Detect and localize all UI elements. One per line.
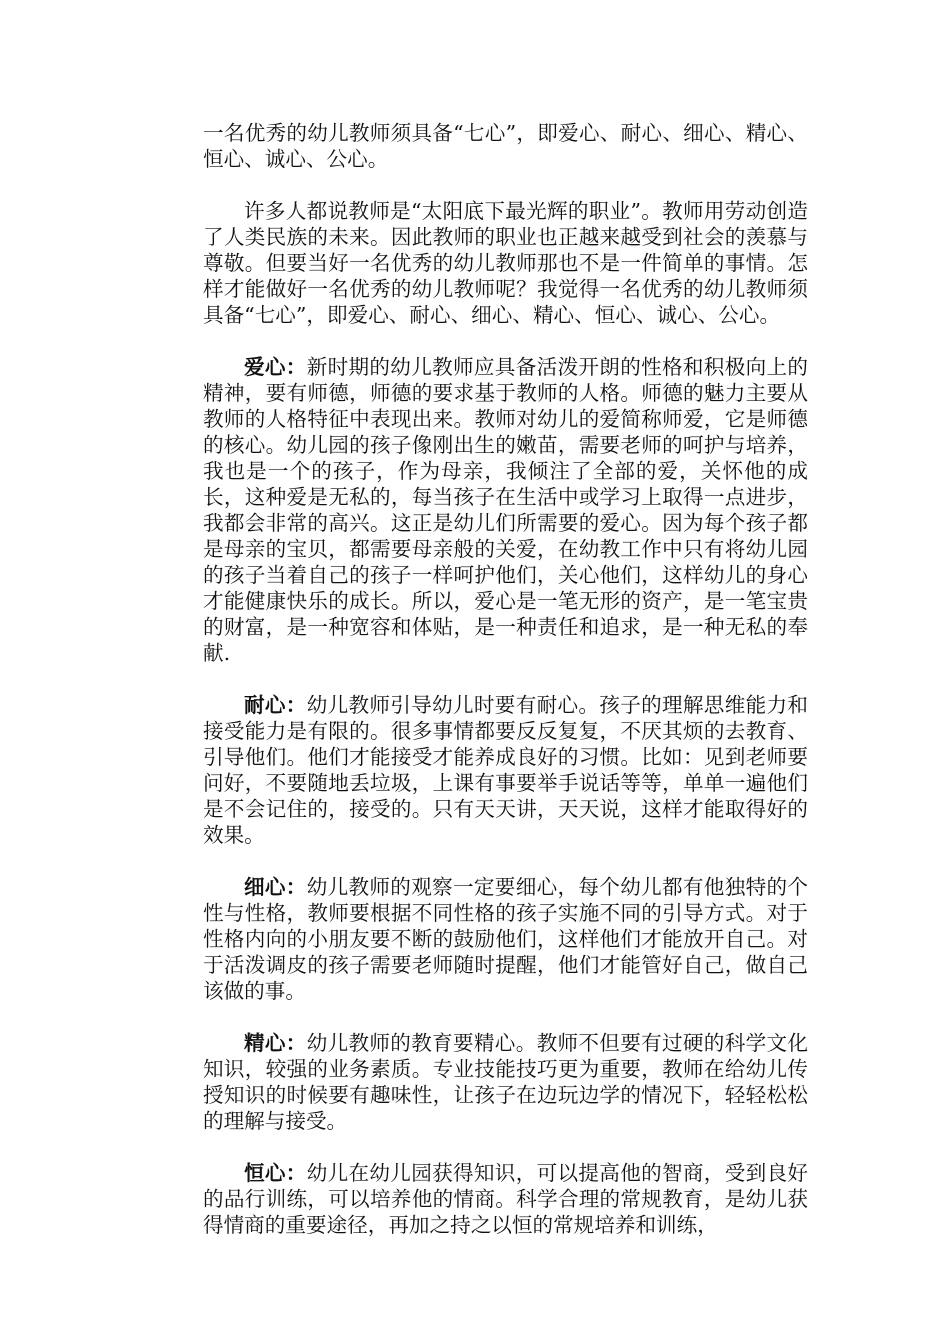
paragraph-perseverance — [203, 1160, 808, 1238]
paragraph-heading: 耐心： — [244, 693, 307, 717]
paragraph-preface — [203, 198, 808, 328]
paragraph-heading: 细心： — [244, 875, 307, 899]
paragraph-text: 幼儿教师的教育要精心。教师不但要有过硬的科学文化知识，较强的业务素质。专业技能技巧更为重要，教师在给幼儿传授知识的时候要有趣味性，让孩子在边玩边学的情况下，轻轻松松的理解与接受。 — [203, 1031, 808, 1133]
paragraph-text: 新时期的幼儿教师应具备活泼开朗的性格和积极向上的精神，要有师德，师德的要求基于教师的人格。师德的魅力主要从教师的人格特征中表现出来。教师对幼儿的爱简称师爱，它是师德的核心。幼儿园的孩子像刚出生的嫩苗，需要老师的呵护与培养，我也是一个的孩子，作为母亲，我倾注了全部的爱，关怀他的成长，这种爱是无私的，每当孩子在生活中或学习上取得一点进步，我都会非常的高兴。这正是幼儿们所需要的爱心。因为每个孩子都是母亲的宝贝，都需要母亲般的关爱，在幼教工作中只有将幼儿园的孩子当着自己的孩子一样呵护他们，关心他们，这样幼儿的身心才能健康快乐的成长。所以，爱心是一笔无形的资产，是一笔宝贵的财富，是一种宽容和体贴，是一种责任和追求，是一种无私的奉献. — [203, 355, 808, 665]
paragraph-love — [203, 354, 808, 666]
paragraph-heading: 恒心： — [244, 1161, 307, 1185]
paragraph-text: 幼儿教师引导幼儿时要有耐心。孩子的理解思维能力和接受能力是有限的。很多事情都要反反复复，不厌其烦的去教育、引导他们。他们才能接受才能养成良好的习惯。比如：见到老师要问好，不要随地丢垃圾，上课有事要举手说话等等，单单一遍他们是不会记住的，接受的。只有天天讲，天天说，这样才能取得好的效果。 — [203, 693, 808, 847]
paragraph-patience — [203, 692, 808, 848]
paragraph-meticulousness — [203, 1030, 808, 1134]
paragraph-heading: 精心： — [244, 1031, 307, 1055]
paragraph-carefulness — [203, 874, 808, 1004]
document-body — [203, 120, 808, 1264]
paragraph-text: 幼儿教师的观察一定要细心，每个幼儿都有他独特的个性与性格，教师要根据不同性格的孩子实施不同的引导方式。对于性格内向的小朋友要不断的鼓励他们，这样他们才能放开自己。对于活泼调皮的孩子需要老师随时提醒，他们才能管好自己，做自己该做的事。 — [203, 875, 808, 1003]
paragraph-text: 幼儿在幼儿园获得知识，可以提高他的智商，受到良好的品行训练，可以培养他的情商。科学合理的常规教育，是幼儿获得情商的重要途径，再加之持之以恒的常规培养和训练， — [203, 1161, 808, 1237]
paragraph-text: 许多人都说教师是“太阳底下最光辉的职业”。教师用劳动创造了人类民族的未来。因此教师的职业也正越来越受到社会的羡慕与尊敬。但要当好一名优秀的幼儿教师那也不是一件简单的事情。怎样才能做好一名优秀的幼儿教师呢？我觉得一名优秀的幼儿教师须具备“七心”，即爱心、耐心、细心、精心、恒心、诚心、公心。 — [203, 199, 808, 327]
paragraph-heading: 爱心： — [244, 355, 307, 379]
intro-paragraph: 一名优秀的幼儿教师须具备“七心”，即爱心、耐心、细心、精心、恒心、诚心、公心。 — [203, 121, 808, 171]
